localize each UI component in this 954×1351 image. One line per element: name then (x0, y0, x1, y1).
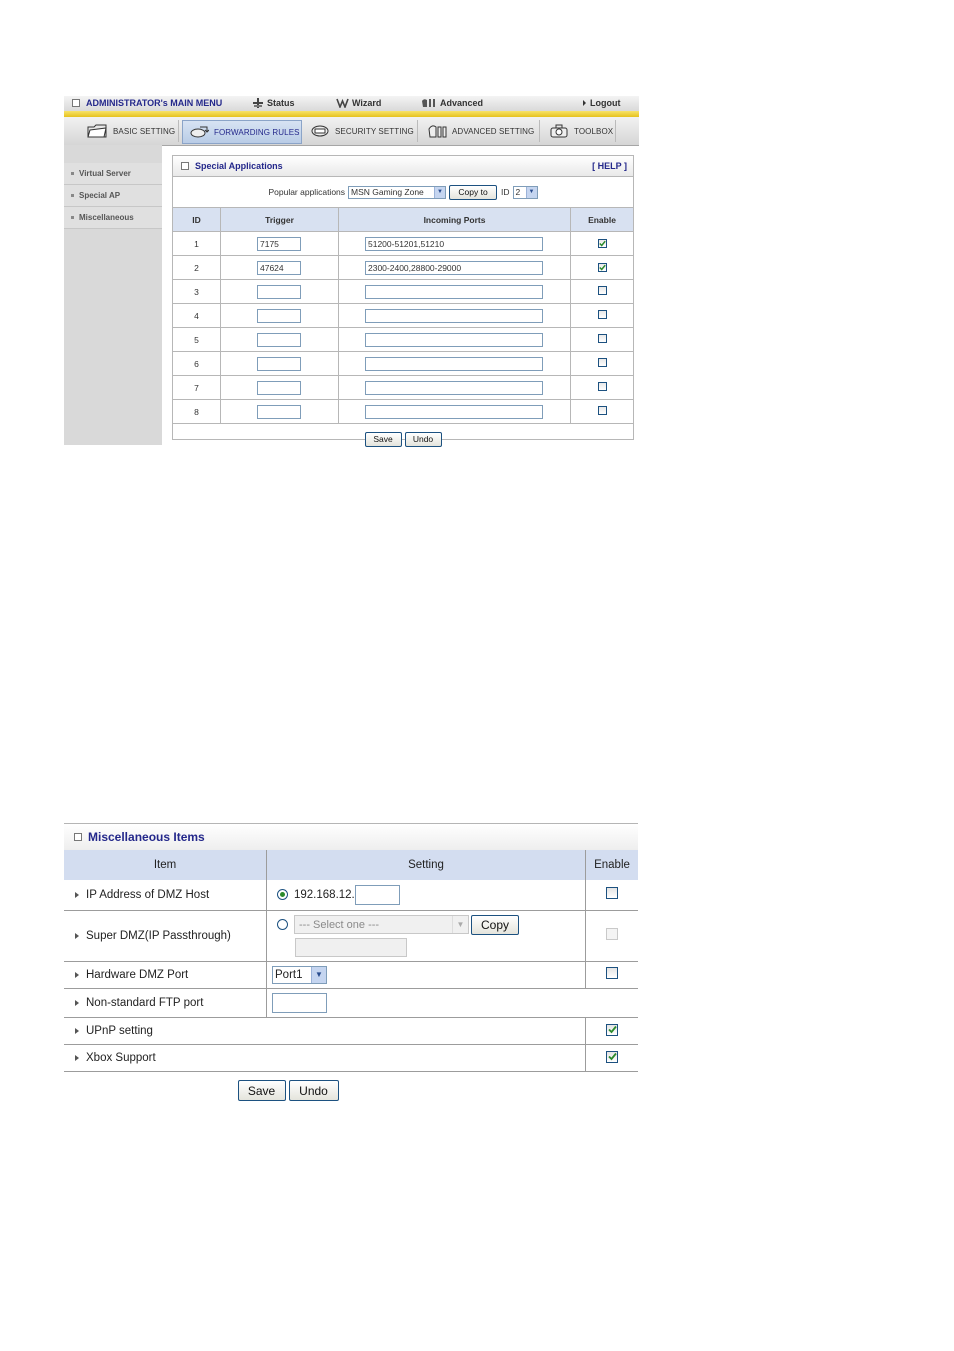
setting-cell (267, 880, 586, 910)
dmz-ip-prefix: 192.168.12. (294, 888, 355, 901)
tab-bar (64, 117, 639, 146)
popular-applications-select[interactable]: MSN Gaming Zone ▼ (348, 186, 446, 199)
panel-header (173, 156, 633, 177)
arrow-right-icon (75, 933, 79, 939)
arrow-right-icon (583, 100, 586, 106)
copy-to-button[interactable]: Copy to (449, 185, 497, 200)
enable-checkbox[interactable] (598, 263, 607, 272)
column-header-incoming-ports: Incoming Ports (339, 208, 571, 232)
misc-actions (64, 1072, 638, 1110)
incoming-ports-input[interactable] (365, 381, 543, 395)
arrow-right-icon (75, 1055, 79, 1061)
row-id: 5 (173, 328, 221, 352)
upnp-enable-checkbox[interactable] (606, 1024, 618, 1036)
enable-checkbox[interactable] (598, 286, 607, 295)
table-row (173, 400, 633, 424)
column-header-setting: Setting (267, 850, 586, 880)
setting-cell (267, 910, 586, 961)
column-header-id: ID (173, 208, 221, 232)
incoming-ports-input[interactable] (365, 309, 543, 323)
logout-link[interactable]: Logout (583, 98, 621, 108)
miscellaneous-items-screenshot (64, 823, 638, 1103)
dmz-host-input[interactable] (355, 885, 400, 905)
tab-toolbox[interactable]: TOOLBOX (543, 120, 616, 142)
advanced-menu-icon (421, 98, 437, 108)
checkmark-icon (608, 1025, 617, 1034)
trigger-input[interactable] (257, 285, 301, 299)
forwarding-icon (189, 125, 209, 139)
enable-cell (571, 256, 634, 280)
table-header-row (173, 208, 633, 232)
sidebar-item-special-ap[interactable]: Special AP (64, 185, 162, 207)
enable-cell (571, 376, 634, 400)
enable-cell (586, 961, 639, 988)
column-header-enable: Enable (571, 208, 634, 232)
super-dmz-copy-button[interactable]: Copy (471, 915, 519, 935)
trigger-input[interactable] (257, 405, 301, 419)
trigger-cell (221, 352, 339, 376)
xbox-enable-checkbox[interactable] (606, 1051, 618, 1063)
square-icon (72, 99, 80, 107)
save-button[interactable]: Save (365, 432, 402, 447)
table-row (173, 232, 633, 256)
table-row (173, 256, 633, 280)
enable-cell (586, 880, 639, 910)
incoming-ports-input[interactable] (365, 333, 543, 347)
ports-cell (339, 280, 571, 304)
square-icon (181, 162, 189, 170)
trigger-cell (221, 280, 339, 304)
trigger-cell (221, 256, 339, 280)
status-icon (252, 98, 264, 108)
panel-title: Special Applications (181, 161, 283, 171)
trigger-cell (221, 232, 339, 256)
row-id: 6 (173, 352, 221, 376)
table-row-upnp (64, 1017, 638, 1044)
chevron-down-icon: ▼ (311, 967, 326, 983)
checkmark-icon (599, 264, 606, 271)
sidebar-item-virtual-server[interactable]: Virtual Server (64, 163, 162, 185)
column-header-enable: Enable (586, 850, 639, 880)
table-row (173, 376, 633, 400)
miscellaneous-items-table (64, 850, 638, 1072)
toolbox-icon (549, 124, 569, 138)
trigger-input[interactable] (257, 309, 301, 323)
item-cell: IP Address of DMZ Host (64, 880, 267, 910)
enable-checkbox[interactable] (598, 334, 607, 343)
main-menu-bar (64, 96, 639, 112)
table-row (173, 328, 633, 352)
hardware-dmz-enable-checkbox[interactable] (606, 967, 618, 979)
table-header-row (64, 850, 638, 880)
hardware-dmz-port-select[interactable]: Port1 ▼ (272, 966, 327, 984)
help-link[interactable]: [ HELP ] (592, 161, 627, 171)
sidebar (64, 145, 162, 445)
item-cell: Xbox Support (64, 1044, 586, 1071)
row-id: 1 (173, 232, 221, 256)
dmz-host-radio[interactable] (277, 889, 288, 900)
misc-panel-title: Miscellaneous Items (88, 830, 205, 844)
checkmark-icon (608, 1052, 617, 1061)
tab-forwarding-rules[interactable]: FORWARDING RULES (182, 120, 302, 144)
enable-cell (586, 1017, 639, 1044)
enable-checkbox[interactable] (598, 239, 607, 248)
super-dmz-mac-input[interactable] (295, 938, 407, 957)
arrow-right-icon (75, 892, 79, 898)
incoming-ports-input[interactable] (365, 357, 543, 371)
super-dmz-radio[interactable] (277, 919, 288, 930)
trigger-input[interactable] (257, 381, 301, 395)
trigger-cell (221, 376, 339, 400)
enable-checkbox[interactable] (598, 358, 607, 367)
tab-basic-setting[interactable]: BASIC SETTING (80, 120, 179, 142)
arrow-right-icon (75, 972, 79, 978)
ports-cell (339, 352, 571, 376)
special-applications-actions (173, 424, 633, 454)
column-header-item: Item (64, 850, 267, 880)
undo-button[interactable]: Undo (405, 432, 442, 447)
table-row (173, 352, 633, 376)
sidebar-item-miscellaneous[interactable]: Miscellaneous (64, 207, 162, 229)
incoming-ports-input[interactable] (365, 405, 543, 419)
enable-cell (571, 352, 634, 376)
table-row (173, 304, 633, 328)
trigger-cell (221, 400, 339, 424)
enable-cell (571, 400, 634, 424)
setting-cell (267, 961, 586, 988)
tab-security-setting[interactable]: SECURITY SETTING (304, 120, 418, 142)
undo-button[interactable]: Undo (289, 1080, 339, 1101)
wizard-link[interactable]: Wizard (336, 98, 381, 108)
ports-cell (339, 232, 571, 256)
ports-cell (339, 376, 571, 400)
arrow-right-icon (75, 1000, 79, 1006)
row-id: 8 (173, 400, 221, 424)
ports-cell (339, 256, 571, 280)
chevron-down-icon: ▼ (452, 916, 468, 933)
super-dmz-select[interactable]: --- Select one --- ▼ (294, 915, 469, 934)
trigger-cell (221, 328, 339, 352)
row-id: 7 (173, 376, 221, 400)
trigger-input[interactable] (257, 357, 301, 371)
table-row-dmz-host (64, 880, 638, 910)
advanced-link[interactable]: Advanced (421, 98, 483, 108)
ftp-port-input[interactable] (272, 993, 327, 1013)
ports-cell (339, 304, 571, 328)
item-cell: Super DMZ(IP Passthrough) (64, 910, 267, 961)
row-id: 3 (173, 280, 221, 304)
misc-panel-header (64, 823, 638, 850)
table-row-xbox (64, 1044, 638, 1071)
ports-cell (339, 328, 571, 352)
arrow-right-icon (75, 1028, 79, 1034)
chevron-down-icon: ▼ (434, 187, 445, 198)
enable-cell (571, 328, 634, 352)
enable-cell (586, 910, 639, 961)
incoming-ports-input[interactable] (365, 285, 543, 299)
router-admin-screenshot (64, 96, 639, 445)
main-menu-title: ADMINISTRATOR's MAIN MENU (72, 98, 222, 108)
trigger-cell (221, 304, 339, 328)
tab-advanced-setting[interactable]: ADVANCED SETTING (421, 120, 540, 142)
bullet-icon (71, 216, 74, 219)
incoming-ports-input[interactable]: 51200-51201,51210 (365, 237, 543, 251)
status-link[interactable]: Status (252, 98, 295, 108)
enable-cell (586, 1044, 639, 1071)
radio-selected-dot (280, 892, 285, 897)
checkmark-icon (599, 240, 606, 247)
enable-cell (571, 232, 634, 256)
table-row-ftp-port (64, 988, 638, 1017)
save-button[interactable]: Save (238, 1080, 286, 1101)
table-row-super-dmz (64, 910, 638, 961)
dmz-enable-checkbox[interactable] (606, 887, 618, 899)
setting-cell (267, 988, 639, 1017)
super-dmz-enable-checkbox[interactable] (606, 928, 618, 940)
enable-checkbox[interactable] (598, 310, 607, 319)
table-row (173, 280, 633, 304)
folder-icon (86, 123, 108, 139)
square-icon (74, 833, 82, 841)
enable-cell (571, 280, 634, 304)
enable-cell (571, 304, 634, 328)
item-cell: UPnP setting (64, 1017, 586, 1044)
ports-cell (339, 400, 571, 424)
item-cell: Hardware DMZ Port (64, 961, 267, 988)
row-id: 4 (173, 304, 221, 328)
popular-applications-row (173, 177, 633, 207)
enable-checkbox[interactable] (598, 406, 607, 415)
trigger-input[interactable]: 7175 (257, 237, 301, 251)
bullet-icon (71, 172, 74, 175)
chevron-down-icon: ▼ (526, 187, 537, 198)
security-icon (310, 124, 330, 138)
popular-applications-label: Popular applications (268, 187, 346, 197)
row-id: 2 (173, 256, 221, 280)
special-applications-panel (172, 155, 634, 444)
item-cell: Non-standard FTP port (64, 988, 267, 1017)
trigger-input[interactable] (257, 333, 301, 347)
wizard-icon (336, 98, 349, 108)
advanced-icon (427, 124, 447, 138)
id-select[interactable]: 2 ▼ (513, 186, 538, 199)
table-row-hardware-dmz (64, 961, 638, 988)
id-label: ID (501, 187, 510, 197)
special-applications-table (173, 207, 633, 424)
enable-checkbox[interactable] (598, 382, 607, 391)
incoming-ports-input[interactable]: 2300-2400,28800-29000 (365, 261, 543, 275)
bullet-icon (71, 194, 74, 197)
trigger-input[interactable]: 47624 (257, 261, 301, 275)
column-header-trigger: Trigger (221, 208, 339, 232)
